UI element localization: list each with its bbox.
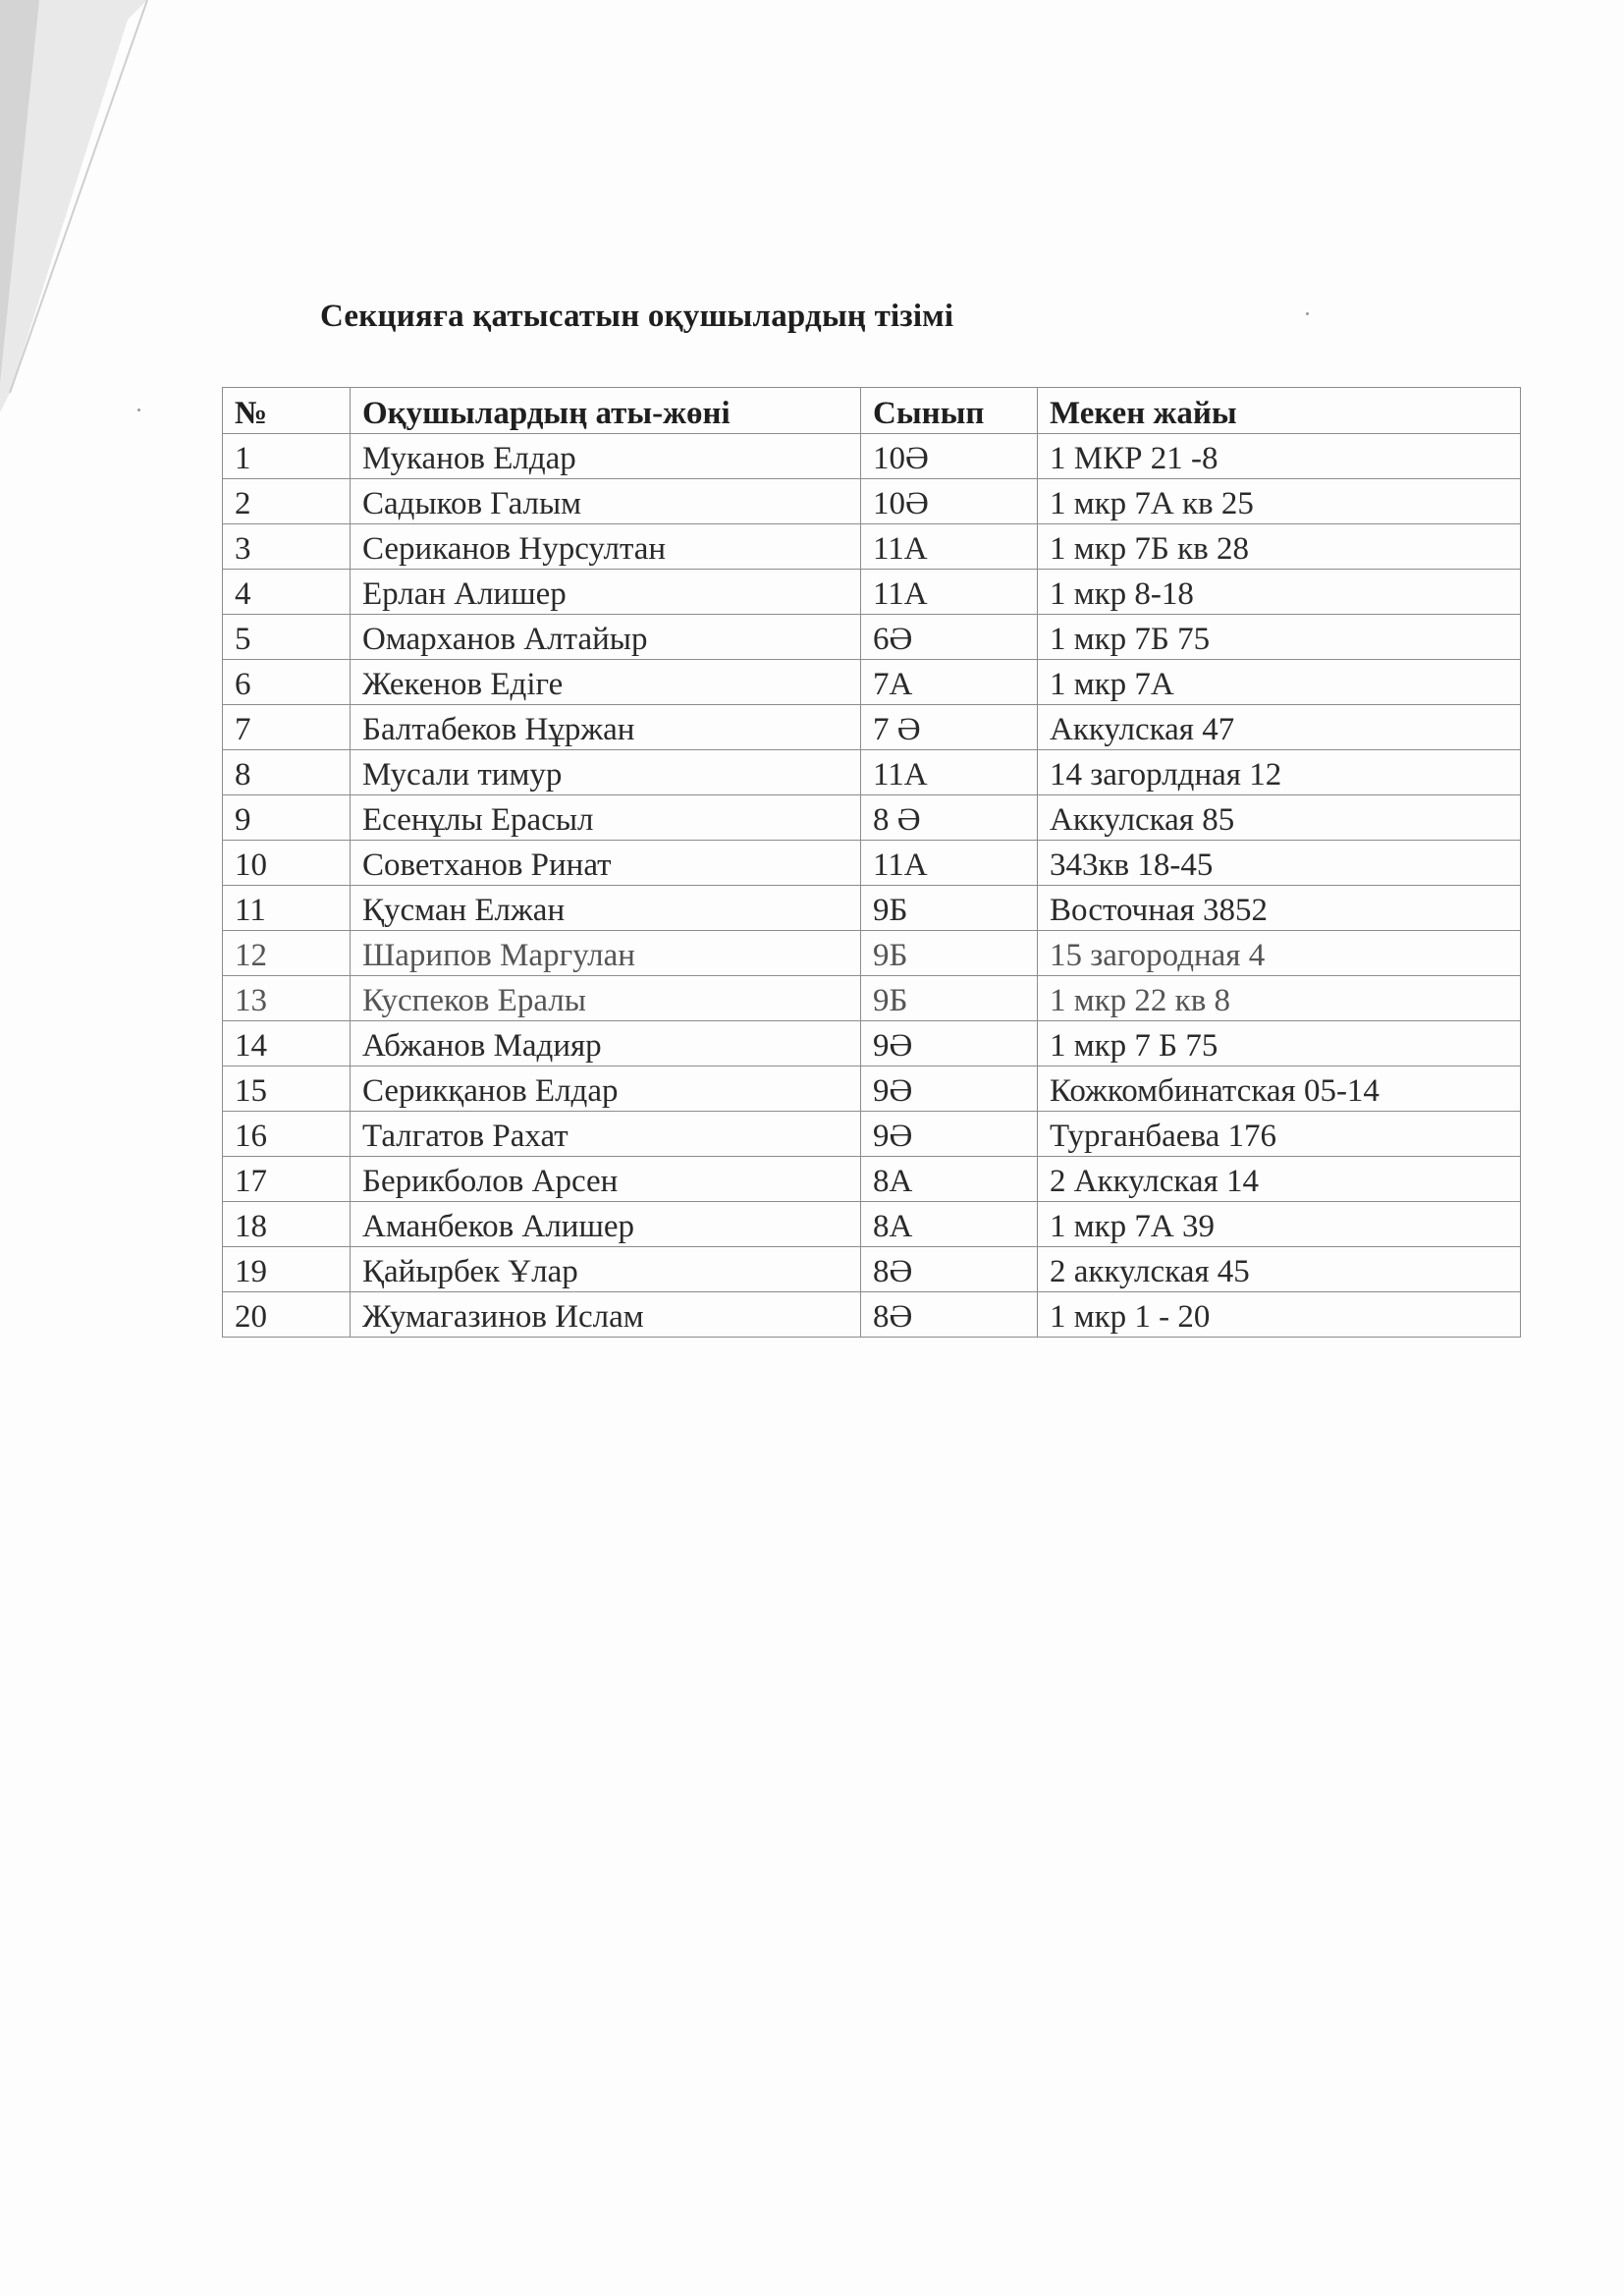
header-class: Сынып xyxy=(861,388,1038,434)
cell-address: 1 мкр 7А xyxy=(1038,660,1521,705)
table-row xyxy=(223,1112,1521,1157)
cell-num: 17 xyxy=(223,1157,351,1202)
cell-class: 9Ә xyxy=(861,1021,1038,1066)
cell-address: Аккулская 85 xyxy=(1038,795,1521,841)
scan-edge-shadow xyxy=(0,0,167,412)
cell-address: Турганбаева 176 xyxy=(1038,1112,1521,1157)
cell-num: 5 xyxy=(223,615,351,660)
cell-class: 10Ә xyxy=(861,434,1038,479)
cell-num: 9 xyxy=(223,795,351,841)
cell-name: Мусали тимур xyxy=(351,750,861,795)
cell-name: Куспеков Ералы xyxy=(351,976,861,1021)
cell-num: 18 xyxy=(223,1202,351,1247)
students-table xyxy=(222,387,1521,1338)
table-row xyxy=(223,615,1521,660)
document-title: Секцияға қатысатын оқушылардың тізімі xyxy=(320,299,954,334)
cell-num: 19 xyxy=(223,1247,351,1292)
header-address: Мекен жайы xyxy=(1038,388,1521,434)
cell-name: Жумагазинов Ислам xyxy=(351,1292,861,1338)
cell-name: Балтабеков Нұржан xyxy=(351,705,861,750)
cell-class: 9Ә xyxy=(861,1066,1038,1112)
cell-num: 3 xyxy=(223,524,351,570)
cell-address: 1 МКР 21 -8 xyxy=(1038,434,1521,479)
cell-class: 8А xyxy=(861,1157,1038,1202)
cell-name: Шарипов Маргулан xyxy=(351,931,861,976)
table-row xyxy=(223,795,1521,841)
table-header-row xyxy=(223,388,1521,434)
cell-name: Серикқанов Елдар xyxy=(351,1066,861,1112)
table-row xyxy=(223,524,1521,570)
cell-name: Советханов Ринат xyxy=(351,841,861,886)
cell-name: Талгатов Рахат xyxy=(351,1112,861,1157)
cell-num: 13 xyxy=(223,976,351,1021)
table-row xyxy=(223,570,1521,615)
table-row xyxy=(223,660,1521,705)
cell-address: 2 Аккулская 14 xyxy=(1038,1157,1521,1202)
cell-class: 11А xyxy=(861,750,1038,795)
cell-class: 10Ә xyxy=(861,479,1038,524)
cell-class: 8 Ә xyxy=(861,795,1038,841)
cell-class: 8Ә xyxy=(861,1292,1038,1338)
cell-name: Абжанов Мадияр xyxy=(351,1021,861,1066)
table-row xyxy=(223,705,1521,750)
cell-address: 1 мкр 8-18 xyxy=(1038,570,1521,615)
cell-name: Омарханов Алтайыр xyxy=(351,615,861,660)
cell-class: 8Ә xyxy=(861,1247,1038,1292)
cell-name: Муканов Елдар xyxy=(351,434,861,479)
cell-address: 14 загорлдная 12 xyxy=(1038,750,1521,795)
cell-num: 20 xyxy=(223,1292,351,1338)
cell-address: Кожкомбинатская 05-14 xyxy=(1038,1066,1521,1112)
cell-class: 9Б xyxy=(861,931,1038,976)
cell-num: 2 xyxy=(223,479,351,524)
cell-class: 9Ә xyxy=(861,1112,1038,1157)
table-row xyxy=(223,931,1521,976)
cell-address: 15 загородная 4 xyxy=(1038,931,1521,976)
scan-speck xyxy=(1306,312,1309,315)
table-row xyxy=(223,434,1521,479)
table-row xyxy=(223,1066,1521,1112)
cell-address: 1 мкр 7А кв 25 xyxy=(1038,479,1521,524)
cell-name: Сериканов Нурсултан xyxy=(351,524,861,570)
cell-num: 6 xyxy=(223,660,351,705)
table-row xyxy=(223,886,1521,931)
table-row xyxy=(223,1292,1521,1338)
cell-name: Ерлан Алишер xyxy=(351,570,861,615)
cell-num: 10 xyxy=(223,841,351,886)
cell-class: 7А xyxy=(861,660,1038,705)
cell-class: 7 Ә xyxy=(861,705,1038,750)
table-row xyxy=(223,841,1521,886)
cell-class: 6Ә xyxy=(861,615,1038,660)
cell-address: Аккулская 47 xyxy=(1038,705,1521,750)
cell-num: 14 xyxy=(223,1021,351,1066)
table-row xyxy=(223,750,1521,795)
cell-num: 11 xyxy=(223,886,351,931)
cell-address: 1 мкр 7А 39 xyxy=(1038,1202,1521,1247)
cell-name: Жекенов Едіге xyxy=(351,660,861,705)
cell-address: 1 мкр 1 - 20 xyxy=(1038,1292,1521,1338)
cell-address: 2 аккулская 45 xyxy=(1038,1247,1521,1292)
cell-class: 11А xyxy=(861,841,1038,886)
cell-class: 8А xyxy=(861,1202,1038,1247)
cell-name: Аманбеков Алишер xyxy=(351,1202,861,1247)
cell-address: Восточная 3852 xyxy=(1038,886,1521,931)
table-row xyxy=(223,479,1521,524)
cell-num: 12 xyxy=(223,931,351,976)
cell-name: Қусман Елжан xyxy=(351,886,861,931)
cell-address: 1 мкр 7Б 75 xyxy=(1038,615,1521,660)
cell-class: 11А xyxy=(861,524,1038,570)
table-row xyxy=(223,976,1521,1021)
table-row xyxy=(223,1021,1521,1066)
table-row xyxy=(223,1202,1521,1247)
cell-address: 1 мкр 7 Б 75 xyxy=(1038,1021,1521,1066)
cell-num: 8 xyxy=(223,750,351,795)
cell-name: Есенұлы Ерасыл xyxy=(351,795,861,841)
cell-address: 1 мкр 7Б кв 28 xyxy=(1038,524,1521,570)
cell-class: 9Б xyxy=(861,886,1038,931)
cell-class: 9Б xyxy=(861,976,1038,1021)
cell-num: 7 xyxy=(223,705,351,750)
cell-address: 343кв 18-45 xyxy=(1038,841,1521,886)
cell-class: 11А xyxy=(861,570,1038,615)
table-row xyxy=(223,1157,1521,1202)
cell-num: 15 xyxy=(223,1066,351,1112)
table-row xyxy=(223,1247,1521,1292)
cell-num: 16 xyxy=(223,1112,351,1157)
scan-speck xyxy=(137,409,140,411)
header-num: № xyxy=(223,388,351,434)
cell-name: Қайырбек Ұлар xyxy=(351,1247,861,1292)
cell-num: 1 xyxy=(223,434,351,479)
cell-name: Садыков Галым xyxy=(351,479,861,524)
header-name: Оқушылардың аты-жөні xyxy=(351,388,861,434)
cell-address: 1 мкр 22 кв 8 xyxy=(1038,976,1521,1021)
cell-name: Берикболов Арсен xyxy=(351,1157,861,1202)
cell-num: 4 xyxy=(223,570,351,615)
